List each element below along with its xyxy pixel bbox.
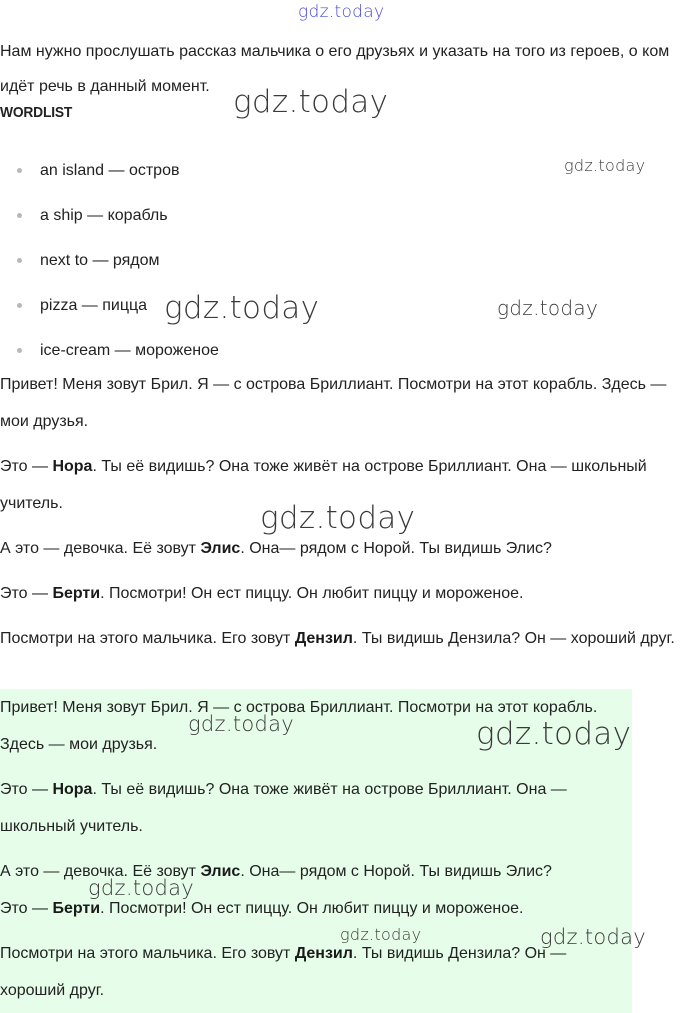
story-text: . Ты её видишь? Она тоже живёт на острове Бриллиант. Она — школьный учитель. xyxy=(0,781,567,835)
wordlist-title: WORDLIST xyxy=(0,104,73,121)
character-name-bertie: Берти xyxy=(52,900,101,917)
bullet-icon xyxy=(17,213,22,218)
watermark: gdz.today xyxy=(260,500,416,536)
character-name-denzil: Дензил xyxy=(294,945,353,962)
bullet-icon xyxy=(17,168,22,173)
character-name-nora: Нора xyxy=(52,458,93,475)
wordlist-item xyxy=(0,193,219,238)
character-name-denzil: Дензил xyxy=(294,630,353,647)
watermark: gdz.today xyxy=(340,925,422,944)
character-name-bertie: Берти xyxy=(52,585,101,602)
watermark-top: gdz.today xyxy=(298,2,385,22)
story-paragraph-5 xyxy=(0,620,675,657)
watermark: gdz.today xyxy=(564,156,646,175)
answer-paragraph-5 xyxy=(0,935,632,1009)
wordlist-item-text: a ship — корабль xyxy=(40,207,168,224)
wordlist-item-text: ice-cream — мороженое xyxy=(40,342,219,359)
wordlist-item-text: an island — остров xyxy=(40,162,180,179)
story-text: . Ты её видишь? Она тоже живёт на острове Бриллиант. Она — школьный учитель. xyxy=(0,458,647,512)
story-text: Это — xyxy=(0,900,53,917)
story-text: Посмотри на этого мальчика. Его зовут xyxy=(0,945,295,962)
bullet-icon xyxy=(17,348,22,353)
wordlist-item-text: pizza — пицца xyxy=(40,297,148,314)
wordlist xyxy=(0,148,219,373)
story-text: А это — девочка. Её зовут xyxy=(0,863,201,880)
watermark: gdz.today xyxy=(164,290,320,326)
character-name-nora: Нора xyxy=(52,781,93,798)
story-text: . Ты видишь Дензила? Он — хороший друг. xyxy=(352,630,675,647)
watermark: gdz.today xyxy=(540,925,647,949)
story-text: . Она— рядом с Норой. Ты видишь Элис? xyxy=(240,540,552,557)
watermark: gdz.today xyxy=(188,712,295,736)
story-text: . Посмотри! Он ест пиццу. Он любит пиццу и мороженое. xyxy=(100,900,524,917)
story-text: Привет! Меня зовут Брил. Я — с острова Бриллиант. Посмотри на этот корабль. Здесь — мои друзья. xyxy=(0,376,667,430)
story-text: Посмотри на этого мальчика. Его зовут xyxy=(0,630,295,647)
story-text: Привет! Меня зовут Брил. Я — с острова Бриллиант. Посмотри на этот корабль. Здесь — мои друзья. xyxy=(0,699,598,753)
story-text: . Ты видишь Дензила? Он — хороший друг. xyxy=(0,945,567,999)
wordlist-item-text: next to — рядом xyxy=(40,252,160,269)
story-text: Это — xyxy=(0,458,53,475)
watermark: gdz.today xyxy=(497,296,599,320)
story-paragraph-1 xyxy=(0,366,675,440)
wordlist-item xyxy=(0,238,219,283)
character-name-alice: Элис xyxy=(200,863,241,880)
story-text: А это — девочка. Её зовут xyxy=(0,540,201,557)
answer-paragraph-2 xyxy=(0,771,632,845)
story-text: Это — xyxy=(0,781,53,798)
character-name-alice: Элис xyxy=(200,540,241,557)
watermark: gdz.today xyxy=(88,876,195,900)
story-paragraph-4 xyxy=(0,575,675,612)
story-text: . Она— рядом с Норой. Ты видишь Элис? xyxy=(240,863,552,880)
watermark: gdz.today xyxy=(233,84,389,120)
story-text: . Посмотри! Он ест пиццу. Он любит пиццу и мороженое. xyxy=(100,585,524,602)
intro-text: Нам нужно прослушать рассказ мальчика о его друзьях и указать на того из героев, о ком идёт речь в данный момент. xyxy=(0,43,670,95)
watermark: gdz.today xyxy=(476,716,632,752)
wordlist-item xyxy=(0,148,219,193)
bullet-icon xyxy=(17,258,22,263)
bullet-icon xyxy=(17,303,22,308)
story-text: Это — xyxy=(0,585,53,602)
